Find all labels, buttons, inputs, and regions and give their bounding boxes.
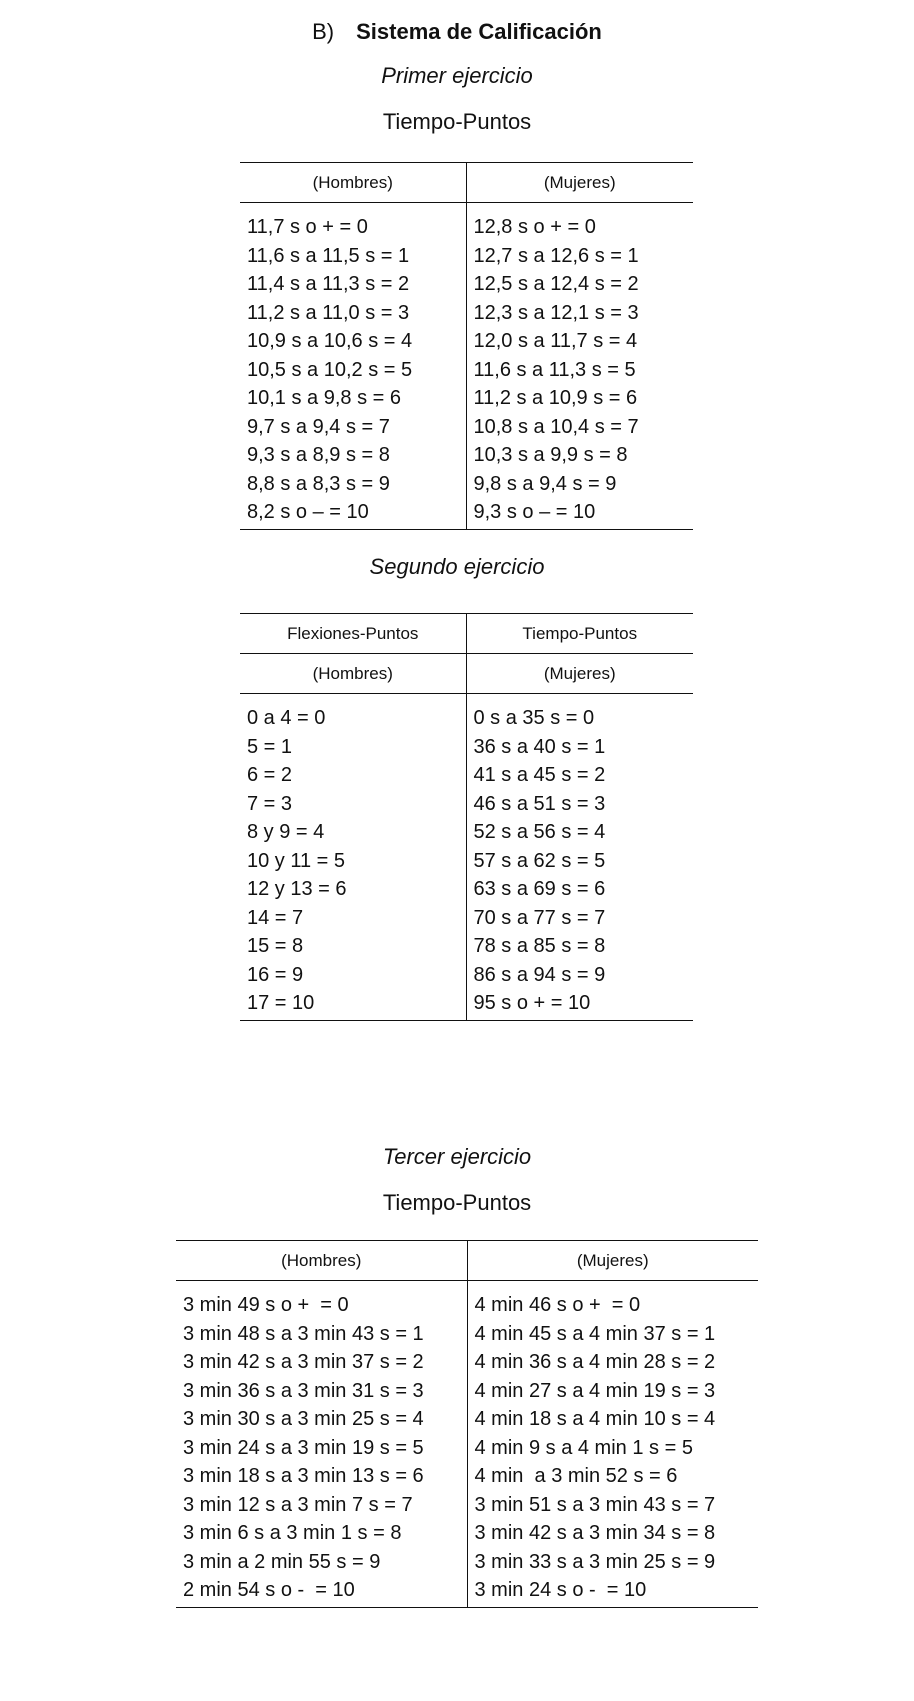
women-score-cell: 12,3 s a 12,1 s = 3 [473,301,639,324]
exercise2-table [240,613,693,1021]
women-score-cell: 78 s a 85 s = 8 [473,935,606,957]
women-score-cell: 12,8 s o + = 0 [473,216,596,238]
men-score-cell: 10 y 11 = 5 [240,847,466,876]
table-row [176,1320,758,1349]
exercise2-header-top-men: Flexiones-Puntos [240,614,466,654]
exercise3-subtitle: Tiempo-Puntos [382,1190,532,1215]
men-score-cell: 10,5 s a 10,2 s = 5 [240,356,466,385]
men-score-cell: 3 min 30 s a 3 min 25 s = 4 [176,1405,467,1434]
women-score-cell: 10,8 s a 10,4 s = 7 [473,415,639,438]
men-score-cell: 8 y 9 = 4 [240,818,466,847]
table-row [176,1491,758,1520]
table-row [240,875,693,904]
men-score-cell: 14 = 7 [240,904,466,933]
women-score-cell: 9,8 s a 9,4 s = 9 [473,472,617,495]
exercise1-subtitle: Tiempo-Puntos [382,109,532,134]
exercise3-table [176,1240,758,1608]
men-score-cell: 10,9 s a 10,6 s = 4 [240,327,466,356]
women-score-cell: 12,0 s a 11,7 s = 4 [473,330,638,352]
women-score-cell: 4 min 9 s a 4 min 1 s = 5 [474,1436,693,1459]
women-score-cell: 3 min 33 s a 3 min 25 s = 9 [474,1550,716,1573]
women-score-cell: 4 min 45 s a 4 min 37 s = 1 [474,1322,716,1345]
women-score-cell: 12,7 s a 12,6 s = 1 [473,244,639,267]
table-row [240,761,693,790]
men-score-cell: 3 min 42 s a 3 min 37 s = 2 [176,1348,467,1377]
women-score-cell: 4 min a 3 min 52 s = 6 [474,1465,678,1487]
women-score-cell: 46 s a 51 s = 3 [473,792,606,815]
table-row [240,203,693,242]
table-row [176,1377,758,1406]
exercise2-header-top-women: Tiempo-Puntos [466,614,693,654]
men-score-cell: 8,8 s a 8,3 s = 9 [240,470,466,499]
men-score-cell: 2 min 54 s o - = 10 [176,1576,467,1607]
exercise1-table [240,162,693,530]
table-row [240,299,693,328]
table-row [240,989,693,1020]
women-score-cell: 41 s a 45 s = 2 [473,764,606,786]
women-score-cell: 4 min 36 s a 4 min 28 s = 2 [474,1351,716,1373]
women-score-cell: 10,3 s a 9,9 s = 8 [473,444,628,466]
women-score-cell: 95 s o + = 10 [466,989,693,1020]
section-heading [0,18,914,46]
exercise2-title: Segundo ejercicio [369,554,545,579]
table-row [176,1519,758,1548]
table-row [240,694,693,733]
men-score-cell: 9,3 s a 8,9 s = 8 [240,441,466,470]
men-score-cell: 3 min 49 s o + = 0 [176,1281,467,1320]
men-score-cell: 11,4 s a 11,3 s = 2 [240,270,466,299]
men-score-cell: 3 min a 2 min 55 s = 9 [176,1548,467,1577]
women-score-cell: 70 s a 77 s = 7 [473,906,606,929]
men-score-cell: 3 min 6 s a 3 min 1 s = 8 [176,1519,467,1548]
table-row [240,356,693,385]
men-score-cell: 8,2 s o – = 10 [240,498,466,529]
men-score-cell: 3 min 12 s a 3 min 7 s = 7 [176,1491,467,1520]
men-score-cell: 3 min 48 s a 3 min 43 s = 1 [176,1320,467,1349]
men-score-cell: 5 = 1 [240,733,466,762]
table-row [240,327,693,356]
exercise2-header-men: (Hombres) [240,654,466,694]
men-score-cell: 10,1 s a 9,8 s = 6 [240,384,466,413]
women-score-cell: 4 min 18 s a 4 min 10 s = 4 [474,1408,716,1430]
men-score-cell: 9,7 s a 9,4 s = 7 [240,413,466,442]
exercise1-header-men: (Hombres) [240,163,466,203]
women-score-cell: 57 s a 62 s = 5 [473,849,606,872]
table-row [176,1576,758,1607]
table-row [240,413,693,442]
women-score-cell: 4 min 27 s a 4 min 19 s = 3 [474,1379,716,1402]
men-score-cell: 3 min 36 s a 3 min 31 s = 3 [176,1377,467,1406]
women-score-cell: 3 min 24 s o - = 10 [467,1576,758,1607]
table-row [240,384,693,413]
table-row [240,270,693,299]
section-label: B) [312,19,335,44]
women-score-cell: 86 s a 94 s = 9 [473,963,606,986]
table-row [240,818,693,847]
men-score-cell: 0 a 4 = 0 [240,694,466,733]
exercise3-title: Tercer ejercicio [382,1144,532,1169]
section-title: Sistema de Calificación [356,19,602,44]
table-row [176,1281,758,1320]
women-score-cell: 52 s a 56 s = 4 [473,821,606,843]
exercise3-header-women: (Mujeres) [467,1241,758,1281]
men-score-cell: 11,7 s o + = 0 [240,203,466,242]
men-score-cell: 15 = 8 [240,932,466,961]
table-row [240,242,693,271]
women-score-cell: 4 min 46 s o + = 0 [474,1294,641,1316]
table-row [176,1548,758,1577]
men-score-cell: 11,2 s a 11,0 s = 3 [240,299,466,328]
table-row [176,1348,758,1377]
women-score-cell: 63 s a 69 s = 6 [473,878,606,900]
table-row [240,904,693,933]
exercise1-header-women: (Mujeres) [466,163,693,203]
women-score-cell: 9,3 s o – = 10 [466,498,693,529]
table-row [176,1462,758,1491]
men-score-cell: 7 = 3 [240,790,466,819]
exercise2-header-women: (Mujeres) [466,654,693,694]
exercise3-header-men: (Hombres) [176,1241,467,1281]
table-row [240,470,693,499]
table-row [240,498,693,529]
men-score-cell: 3 min 18 s a 3 min 13 s = 6 [176,1462,467,1491]
men-score-cell: 3 min 24 s a 3 min 19 s = 5 [176,1434,467,1463]
table-row [240,847,693,876]
women-score-cell: 0 s a 35 s = 0 [473,707,595,729]
women-score-cell: 3 min 42 s a 3 min 34 s = 8 [474,1522,716,1544]
table-row [176,1434,758,1463]
women-score-cell: 12,5 s a 12,4 s = 2 [473,273,639,295]
men-score-cell: 12 y 13 = 6 [240,875,466,904]
table-row [240,733,693,762]
table-row [240,961,693,990]
women-score-cell: 3 min 51 s a 3 min 43 s = 7 [474,1493,716,1516]
table-row [240,441,693,470]
men-score-cell: 11,6 s a 11,5 s = 1 [240,242,466,271]
table-row [240,932,693,961]
women-score-cell: 11,2 s a 10,9 s = 6 [473,387,638,409]
men-score-cell: 16 = 9 [240,961,466,990]
men-score-cell: 17 = 10 [240,989,466,1020]
men-score-cell: 6 = 2 [240,761,466,790]
table-row [240,790,693,819]
exercise1-title: Primer ejercicio [381,63,533,88]
women-score-cell: 11,6 s a 11,3 s = 5 [473,358,636,381]
table-row [176,1405,758,1434]
women-score-cell: 36 s a 40 s = 1 [473,735,606,758]
